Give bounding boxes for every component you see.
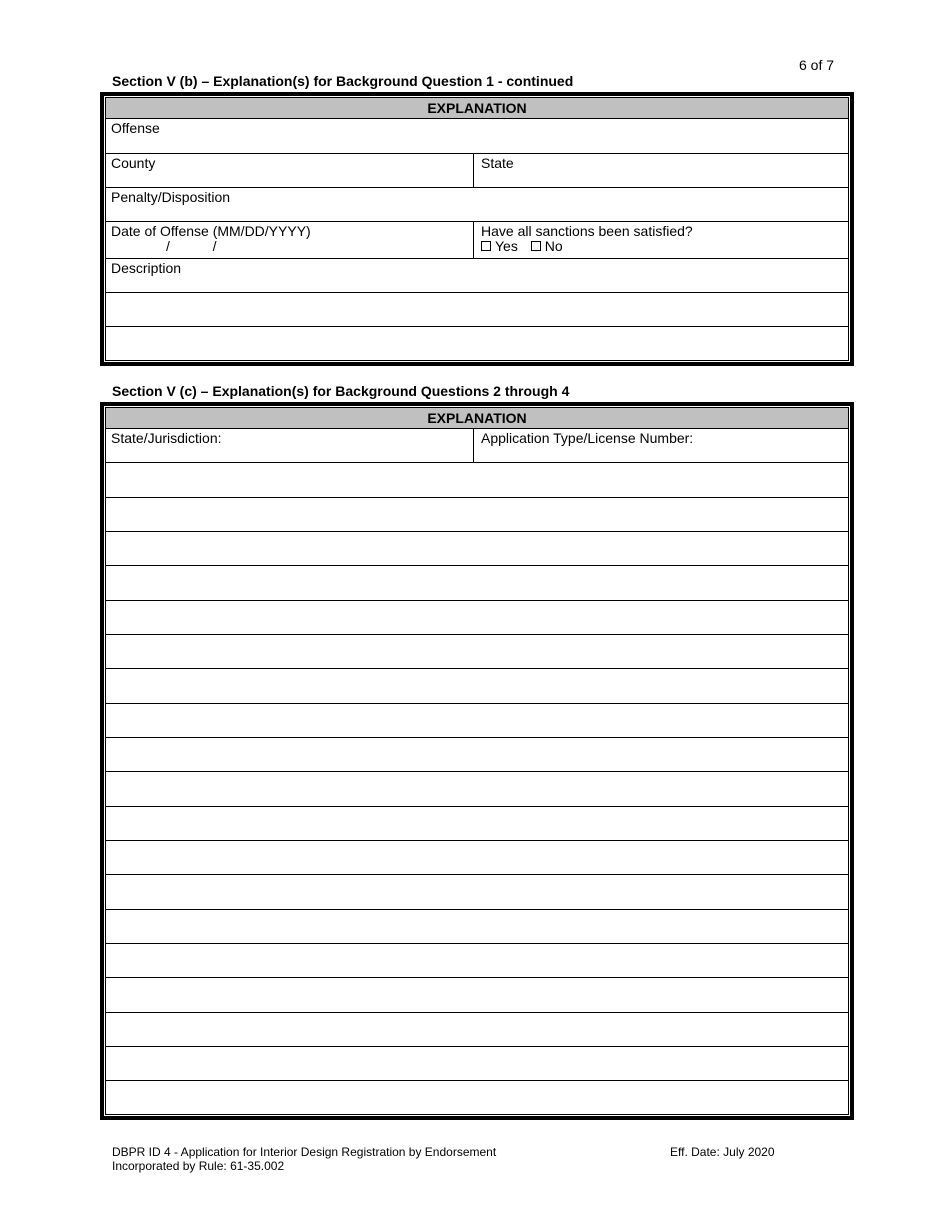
county-label: County [111, 155, 156, 171]
penalty-label: Penalty/Disposition [111, 189, 231, 205]
county-state-row [106, 154, 848, 188]
explanation-line[interactable] [106, 532, 848, 566]
date-sanctions-row [106, 222, 848, 259]
yes-checkbox[interactable] [481, 241, 491, 251]
date-label: Date of Offense (MM/DD/YYYY) [111, 223, 311, 239]
footer-left [112, 1145, 496, 1173]
license-field[interactable] [474, 429, 848, 462]
page-number: 6 of 7 [799, 57, 835, 73]
description-row[interactable] [106, 259, 848, 293]
explanation-line[interactable] [106, 978, 848, 1013]
effective-date: Eff. Date: July 2020 [670, 1145, 775, 1159]
explanation-line[interactable] [106, 875, 848, 910]
no-label: No [544, 238, 563, 254]
explanation-line[interactable] [106, 669, 848, 704]
explanation-line[interactable] [106, 944, 848, 978]
jurisdiction-row [106, 429, 848, 463]
description-line[interactable] [106, 327, 848, 360]
date-of-offense-field[interactable] [106, 222, 474, 258]
explanation-line[interactable] [106, 1081, 848, 1114]
no-checkbox[interactable] [531, 241, 541, 251]
state-label: State [481, 155, 514, 171]
explanation-line[interactable] [106, 635, 848, 669]
section-c-header: EXPLANATION [106, 408, 848, 429]
explanation-line[interactable] [106, 704, 848, 738]
form-name: DBPR ID 4 - Application for Interior Design Registration by Endorsement [112, 1145, 497, 1159]
jurisdiction-label: State/Jurisdiction: [111, 430, 222, 446]
explanation-line[interactable] [106, 1013, 848, 1047]
description-line[interactable] [106, 293, 848, 327]
description-label: Description [111, 260, 182, 276]
section-b-title: Section V (b) – Explanation(s) for Background Question 1 - continued [112, 73, 574, 89]
yes-option[interactable] [481, 238, 518, 254]
offense-row[interactable] [106, 119, 848, 154]
date-slashes: / / [166, 238, 217, 254]
state-field[interactable] [474, 154, 848, 187]
explanation-line[interactable] [106, 463, 848, 498]
explanation-line[interactable] [106, 910, 848, 944]
explanation-line[interactable] [106, 1047, 848, 1081]
explanation-line[interactable] [106, 498, 848, 532]
rule-reference: Incorporated by Rule: 61-35.002 [112, 1159, 285, 1173]
jurisdiction-field[interactable] [106, 429, 474, 462]
explanation-line[interactable] [106, 566, 848, 601]
penalty-row[interactable] [106, 188, 848, 222]
section-c-table [100, 402, 854, 1120]
county-field[interactable] [106, 154, 474, 187]
section-b-header: EXPLANATION [106, 98, 848, 119]
explanation-line[interactable] [106, 841, 848, 875]
sanctions-field [474, 222, 848, 258]
explanation-line[interactable] [106, 807, 848, 841]
license-label: Application Type/License Number: [481, 430, 694, 446]
sanctions-question: Have all sanctions been satisfied? [481, 223, 693, 239]
offense-label: Offense [111, 120, 160, 136]
no-option[interactable] [531, 238, 563, 254]
yes-label: Yes [495, 238, 518, 254]
section-c-title: Section V (c) – Explanation(s) for Background Questions 2 through 4 [112, 383, 570, 399]
explanation-line[interactable] [106, 772, 848, 807]
section-b-table [100, 92, 854, 366]
explanation-line[interactable] [106, 601, 848, 635]
explanation-line[interactable] [106, 738, 848, 772]
